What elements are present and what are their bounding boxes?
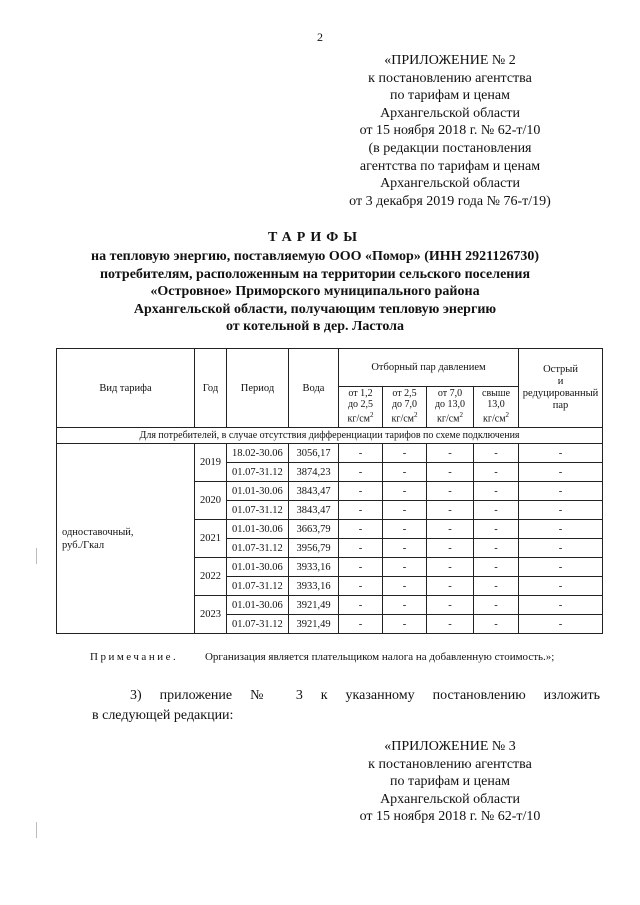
dash-cell: - <box>519 577 603 596</box>
period-cell: 01.07-31.12 <box>227 577 289 596</box>
header-steam-text: до 13,0 <box>434 398 466 410</box>
body-paragraph <box>92 686 600 726</box>
dash-cell: - <box>474 482 519 501</box>
header-sharp-line: пар <box>552 400 569 411</box>
dash-cell: - <box>474 615 519 634</box>
dash-cell: - <box>383 501 427 520</box>
year-cell: 2021 <box>195 520 227 558</box>
water-cell: 3843,47 <box>289 501 339 520</box>
subtitle-line: «Островное» Приморского муниципального района <box>150 284 480 300</box>
header-sharp-line: Острый <box>543 364 578 375</box>
water-cell: 3921,49 <box>289 615 339 634</box>
dash-cell: - <box>474 444 519 463</box>
header-water: Вода <box>289 349 339 428</box>
subtitle-line: от котельной в дер. Ластола <box>225 319 405 335</box>
appendix-line: Архангельской области <box>380 791 520 807</box>
paragraph-line: в следующей редакции: <box>92 708 234 723</box>
appendix-line: по тарифам и ценам <box>390 774 510 790</box>
period-cell: 01.07-31.12 <box>227 539 289 558</box>
document-subtitle <box>70 248 560 336</box>
tariff-table <box>56 348 603 634</box>
subtitle-line: Архангельской области, получающим тепловую энергию <box>133 301 497 317</box>
appendix-line: «ПРИЛОЖЕНИЕ № 3 <box>384 739 516 754</box>
header-period: Период <box>227 349 289 428</box>
dash-cell: - <box>427 444 474 463</box>
header-steam-7-13 <box>427 387 474 428</box>
tariff-type-text: одноставочный, <box>62 526 134 538</box>
unit-text: кг/см <box>483 413 506 425</box>
dash-cell: - <box>474 501 519 520</box>
header-sharp-line: редуцированный <box>522 388 599 399</box>
dash-cell: - <box>339 558 383 577</box>
appendix-header-3 <box>300 738 600 826</box>
water-cell: 3921,49 <box>289 596 339 615</box>
appendix-line: Архангельской области <box>380 105 520 121</box>
margin-mark <box>36 548 37 564</box>
dash-cell: - <box>383 577 427 596</box>
table-footnote <box>90 651 554 663</box>
period-cell: 01.07-31.12 <box>227 463 289 482</box>
page-number: 2 <box>317 30 323 44</box>
period-cell: 01.07-31.12 <box>227 501 289 520</box>
appendix-line: от 15 ноября 2018 г. № 62-т/10 <box>359 809 541 825</box>
appendix-header-2 <box>300 52 600 210</box>
dash-cell: - <box>427 482 474 501</box>
water-cell: 3843,47 <box>289 482 339 501</box>
dash-cell: - <box>339 501 383 520</box>
dash-cell: - <box>383 520 427 539</box>
period-cell: 01.01-30.06 <box>227 520 289 539</box>
year-cell: 2023 <box>195 596 227 634</box>
dash-cell: - <box>519 558 603 577</box>
unit-text: кг/см <box>347 413 370 425</box>
subtitle-line: потребителям, расположенным на территории сельского поселения <box>99 266 531 282</box>
dash-cell: - <box>427 558 474 577</box>
header-steam-2.5-7 <box>383 387 427 428</box>
dash-cell: - <box>427 577 474 596</box>
header-steam-text: до 7,0 <box>391 398 418 410</box>
header-steam-unit: $кг/см^2$ <box>347 411 374 425</box>
appendix-line: от 3 декабря 2019 года № 76-т/19) <box>349 193 551 209</box>
period-cell: 01.01-30.06 <box>227 482 289 501</box>
dash-cell: - <box>427 520 474 539</box>
dash-cell: - <box>474 577 519 596</box>
dash-cell: - <box>383 482 427 501</box>
dash-cell: - <box>339 596 383 615</box>
dash-cell: - <box>339 539 383 558</box>
water-cell: 3056,17 <box>289 444 339 463</box>
dash-cell: - <box>519 520 603 539</box>
water-cell: 3933,16 <box>289 558 339 577</box>
appendix-line: агентства по тарифам и ценам <box>359 158 541 174</box>
paragraph-line: 3) приложение № 3 к указанному постановлению изложить <box>130 688 600 703</box>
appendix-line: Архангельской области <box>380 176 520 192</box>
dash-cell: - <box>474 596 519 615</box>
period-cell: 01.01-30.06 <box>227 596 289 615</box>
header-steam-1-2.5 <box>339 387 383 428</box>
dash-cell: - <box>519 482 603 501</box>
dash-cell: - <box>474 539 519 558</box>
header-steam-text: от 2,5 <box>392 388 417 400</box>
year-cell: 2019 <box>195 444 227 482</box>
header-sharp-steam <box>519 349 603 428</box>
subtitle-line: на тепловую энергию, поставляемую ООО «Помор» (ИНН 2921126730) <box>91 249 539 264</box>
period-cell: 01.07-31.12 <box>227 615 289 634</box>
year-cell: 2020 <box>195 482 227 520</box>
appendix-line: по тарифам и ценам <box>390 88 510 104</box>
period-cell: 01.01-30.06 <box>227 558 289 577</box>
dash-cell: - <box>519 501 603 520</box>
dash-cell: - <box>427 501 474 520</box>
dash-cell: - <box>474 463 519 482</box>
dash-cell: - <box>339 577 383 596</box>
dash-cell: - <box>339 463 383 482</box>
footnote-label: Примечание. <box>90 651 179 663</box>
unit-text: кг/см <box>391 413 414 425</box>
header-tariff-type: Вид тарифа <box>57 349 195 428</box>
header-steam-text: от 1,2 <box>348 388 373 400</box>
dash-cell: - <box>383 539 427 558</box>
dash-cell: - <box>383 615 427 634</box>
header-year: Год <box>195 349 227 428</box>
dash-cell: - <box>427 539 474 558</box>
dash-cell: - <box>519 444 603 463</box>
dash-cell: - <box>339 482 383 501</box>
water-cell: 3956,79 <box>289 539 339 558</box>
header-steam-text: от 7,0 <box>437 388 463 400</box>
header-steam-unit: $кг/см^2$ <box>483 411 510 425</box>
table-row <box>57 444 603 463</box>
dash-cell: - <box>383 444 427 463</box>
header-steam-unit: $кг/см^2$ <box>436 411 463 425</box>
appendix-line: к постановлению агентства <box>368 70 532 86</box>
dash-cell: - <box>427 596 474 615</box>
dash-cell: - <box>383 463 427 482</box>
appendix-line: от 15 ноября 2018 г. № 62-т/10 <box>359 123 541 139</box>
header-steam-text: до 2,5 <box>347 398 374 410</box>
dash-cell: - <box>519 615 603 634</box>
header-steam-group: Отборный пар давлением <box>339 349 519 387</box>
dash-cell: - <box>474 520 519 539</box>
appendix-line: к постановлению агентства <box>368 756 532 772</box>
water-cell: 3663,79 <box>289 520 339 539</box>
dash-cell: - <box>383 558 427 577</box>
unit-text: кг/см <box>436 413 460 425</box>
year-cell: 2022 <box>195 558 227 596</box>
header-sharp-line: и <box>557 376 564 387</box>
dash-cell: - <box>339 520 383 539</box>
appendix-line: (в редакции постановления <box>368 140 532 156</box>
dash-cell: - <box>339 615 383 634</box>
dash-cell: - <box>519 596 603 615</box>
dash-cell: - <box>519 463 603 482</box>
water-cell: 3874,23 <box>289 463 339 482</box>
header-steam-unit: $кг/см^2$ <box>391 411 418 425</box>
header-steam-over-13 <box>474 387 519 428</box>
header-steam-text: 13,0 <box>487 398 505 410</box>
dash-cell: - <box>474 558 519 577</box>
header-steam-text: свыше <box>482 388 511 400</box>
appendix-line: «ПРИЛОЖЕНИЕ № 2 <box>384 53 516 68</box>
dash-cell: - <box>383 596 427 615</box>
period-cell: 18.02-30.06 <box>227 444 289 463</box>
table-note-row: Для потребителей, в случае отсутствия дифференциации тарифов по схеме подключения <box>57 428 603 444</box>
tariff-type-cell <box>57 444 195 634</box>
document-title: ТАРИФЫ <box>268 230 362 245</box>
dash-cell: - <box>519 539 603 558</box>
margin-mark <box>36 822 37 838</box>
tariff-type-text: руб./Гкал <box>62 539 105 551</box>
dash-cell: - <box>427 463 474 482</box>
dash-cell: - <box>427 615 474 634</box>
dash-cell: - <box>339 444 383 463</box>
footnote-text: Организация является плательщиком налога на добавленную стоимость.»; <box>204 651 555 663</box>
water-cell: 3933,16 <box>289 577 339 596</box>
